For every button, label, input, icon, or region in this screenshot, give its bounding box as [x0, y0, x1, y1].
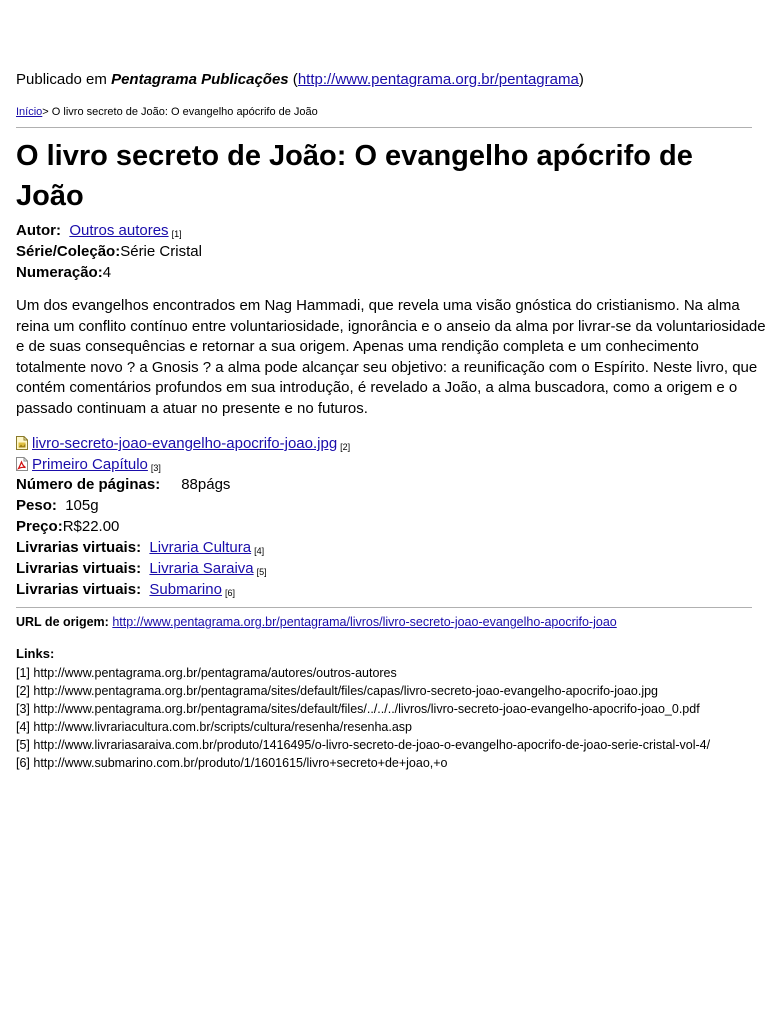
publisher-name: Pentagrama Publicações [111, 71, 289, 88]
numbering-row [16, 262, 111, 283]
pages-label: Número de páginas: [16, 476, 161, 493]
store-ref: [4] [254, 546, 265, 556]
list-item: [1] http://www.pentagrama.org.br/pentagrama/autores/outros-autores [16, 666, 397, 680]
list-item: [6] http://www.submarino.com.br/produto/1/1601615/livro+secreto+de+joao,+o [16, 756, 448, 770]
livraria-saraiva-link[interactable]: Livraria Saraiva [149, 560, 254, 577]
series-label: Série/Coleção: [16, 243, 121, 260]
numbering-label: Numeração: [16, 264, 103, 281]
origin-url-row [16, 615, 617, 629]
series-value: Série Cristal [120, 243, 202, 260]
bottom-divider [16, 607, 752, 608]
image-file-ref: [2] [340, 442, 351, 452]
store-label: Livrarias virtuais: [16, 539, 142, 556]
store-label: Livrarias virtuais: [16, 560, 142, 577]
links-heading: Links: [16, 646, 55, 661]
list-item: [5] http://www.livrariasaraiva.com.br/produto/1416495/o-livro-secreto-de-joao-o-evangelho-apocrifo-de-joao-serie-cristal-vol-4/ [16, 738, 711, 752]
author-link[interactable]: Outros autores [69, 222, 169, 239]
weight-label: Peso: [16, 497, 57, 514]
publisher-link[interactable]: http://www.pentagrama.org.br/pentagrama [297, 71, 579, 88]
pages-row [16, 474, 230, 495]
origin-label: URL de origem: [16, 615, 109, 629]
image-file-icon [16, 435, 28, 449]
store-ref: [6] [224, 588, 235, 598]
breadcrumb-current: O livro secreto de João: O evangelho apócrifo de João [51, 106, 318, 118]
first-chapter-ref: [3] [150, 463, 161, 473]
close-paren: ) [578, 71, 584, 88]
pages-value: 88págs [181, 476, 231, 493]
store-ref: [5] [256, 567, 267, 577]
open-paren: ( [288, 71, 298, 88]
submarino-link[interactable]: Submarino [149, 581, 222, 598]
book-description: Um dos evangelhos encontrados em Nag Hammadi, que revela uma visão gnóstica do cristianismo. Na alma reina um conflito contínuo entre voluntariosidade, ignorância e o anseio da alma por livrar-se da voluntariosidade e de suas consequências e retornar a sua origem. Apenas uma rendição completa e um conhecimento totalmente novo ? a Gnosis ? a alma pode alcançar seu objetivo: a reunificação com o Espírito. Neste livro, que contém comentários profundos em sua introdução, é revelado a João, a alma buscadora, como a origem e o passado continuam a atuar no presente e no futuros. [16, 297, 766, 417]
price-value: R$22.00 [62, 518, 120, 535]
breadcrumb-separator: > [42, 106, 52, 118]
pdf-file-icon [16, 456, 28, 470]
price-label: Preço: [16, 518, 63, 535]
store-label: Livrarias virtuais: [16, 581, 142, 598]
author-ref: [1] [171, 229, 182, 239]
origin-url-link[interactable]: http://www.pentagrama.org.br/pentagrama/livros/livro-secreto-joao-evangelho-apocrifo-joao [112, 615, 617, 629]
weight-row [16, 495, 99, 516]
top-divider [16, 127, 752, 128]
price-row [16, 516, 119, 537]
store-row [16, 579, 235, 604]
weight-value: 105g [65, 497, 99, 514]
list-item: [2] http://www.pentagrama.org.br/pentagrama/sites/default/files/capas/livro-secreto-joao-evangelho-apocrifo-joao.jpg [16, 684, 659, 698]
list-item: [3] http://www.pentagrama.org.br/pentagrama/sites/default/files/../../../livros/livro-secreto-joao-evangelho-apocrifo-joao_0.pdf [16, 702, 700, 716]
list-item: [4] http://www.livrariacultura.com.br/scripts/cultura/resenha/resenha.asp [16, 720, 413, 734]
published-prefix: Publicado em [16, 71, 112, 88]
first-chapter-link[interactable]: Primeiro Capítulo [32, 456, 148, 473]
image-file-link[interactable]: livro-secreto-joao-evangelho-apocrifo-joao.jpg [32, 435, 338, 452]
series-row [16, 241, 202, 262]
livraria-cultura-link[interactable]: Livraria Cultura [149, 539, 252, 556]
author-label: Autor: [16, 222, 61, 239]
breadcrumb-home-link[interactable]: Início [16, 106, 43, 118]
published-line [16, 71, 584, 88]
page-title: O livro secreto de João: O evangelho apócrifo de João [16, 140, 693, 212]
breadcrumb [16, 106, 318, 118]
links-list [16, 664, 761, 772]
numbering-value: 4 [102, 264, 112, 281]
